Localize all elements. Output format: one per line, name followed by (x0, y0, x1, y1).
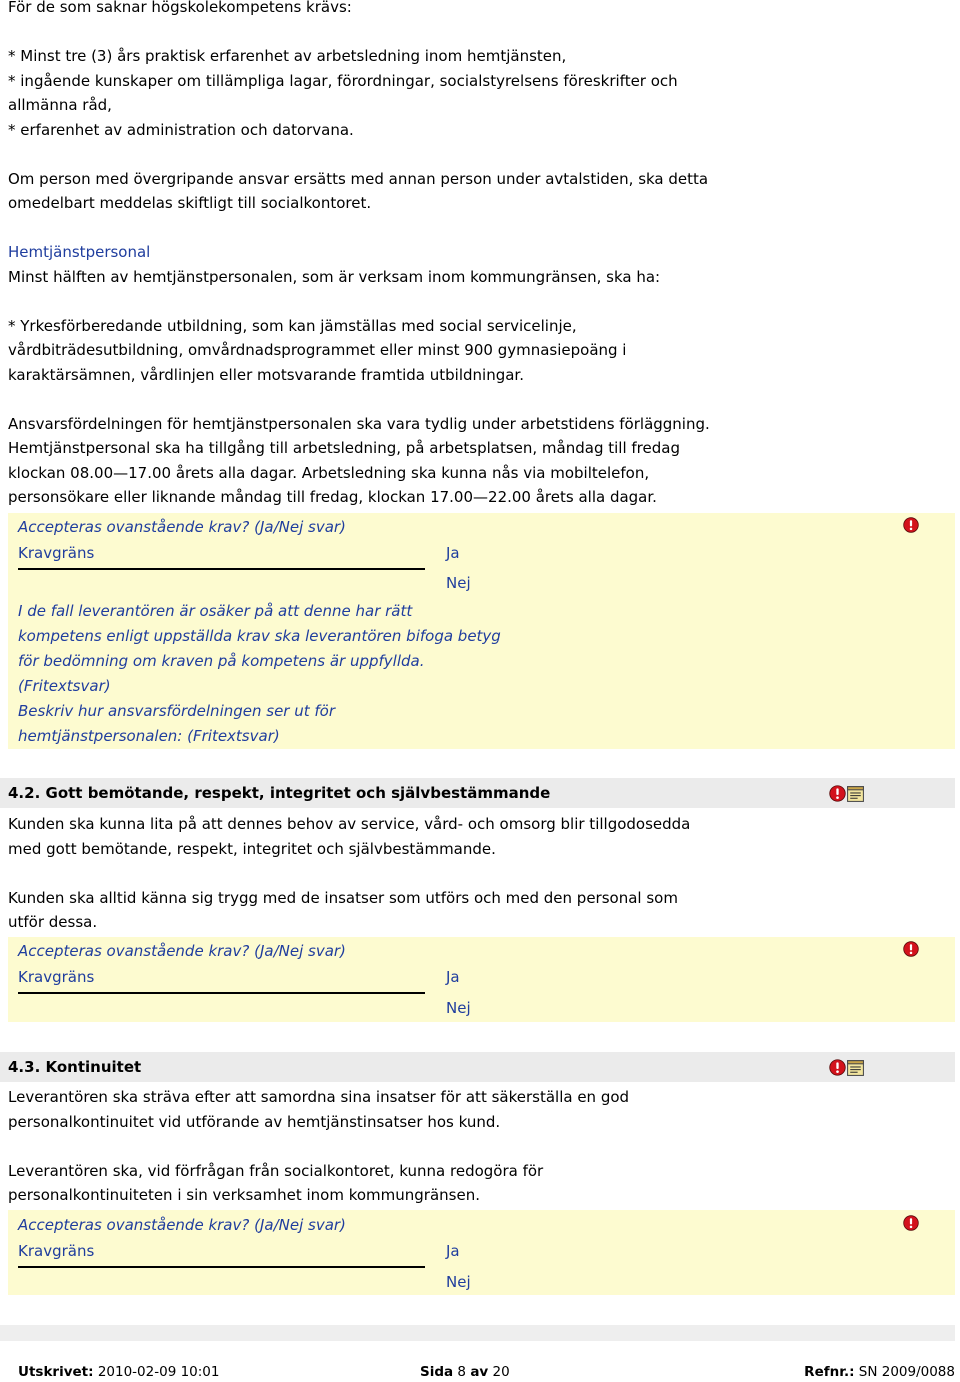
answer-question: Accepteras ovanstående krav? (Ja/Nej svar) (18, 518, 346, 536)
notes-icon (846, 1058, 865, 1077)
notes-icon (846, 784, 865, 803)
page-total: 20 (492, 1364, 510, 1380)
section-paragraph (8, 1085, 629, 1134)
responsibility-paragraph (8, 412, 710, 510)
requirements-list (8, 44, 710, 142)
threshold-label: Kravgräns (18, 1242, 95, 1260)
note-line: Beskriv hur ansvarsfördelningen ser ut för (18, 702, 336, 720)
section-title-text: Gott bemötande, respekt, integritet och självbestämmande (45, 784, 551, 802)
section-paragraph (8, 812, 690, 861)
education-requirement (8, 314, 710, 388)
paragraph-line: personalkontinuitet vid utförande av hemtjänstinsatser hos kund. (8, 1112, 501, 1131)
footer-printed (18, 1363, 219, 1381)
requirement-line: * Minst tre (3) års praktisk erfarenhet av arbetsledning inom hemtjänsten, (8, 47, 567, 65)
section-header (0, 778, 955, 808)
required-exclamation-icon (903, 941, 919, 957)
staff-heading: Hemtjänstpersonal (8, 243, 151, 261)
note-line: I de fall leverantören är osäker på att denne har rätt (18, 602, 413, 620)
note-line: kompetens enligt uppställda krav ska leverantören bifoga betyg (18, 627, 501, 645)
threshold-rule (18, 568, 425, 570)
paragraph-line: Ansvarsfördelningen för hemtjänstpersonalen ska vara tydlig under arbetstidens förläggning. (8, 414, 710, 433)
staff-intro (8, 240, 710, 289)
threshold-rule (18, 1266, 425, 1268)
required-exclamation-icon (829, 785, 846, 802)
paragraph-line: karaktärsämnen, vårdlinjen eller motsvarande framtida utbildningar. (8, 365, 524, 384)
requirement-line: allmänna råd, (8, 96, 112, 114)
section-header-icons (829, 1058, 865, 1077)
required-exclamation-icon (903, 1215, 919, 1231)
answer-option-no: Nej (446, 1273, 471, 1291)
printed-label: Utskrivet: (18, 1364, 94, 1380)
threshold-rule (18, 992, 425, 994)
answer-option-yes: Ja (446, 544, 460, 562)
answer-box (8, 937, 955, 1022)
note-line: hemtjänstpersonalen: (Fritextsvar) (18, 727, 280, 745)
answer-box (8, 1210, 955, 1295)
answer-box (8, 513, 955, 749)
replacement-note (8, 167, 710, 216)
section-title (8, 1052, 141, 1082)
paragraph-line: omedelbart meddelas skiftligt till socialkontoret. (8, 194, 372, 212)
section-header (0, 1052, 955, 1082)
answer-option-yes: Ja (446, 1242, 460, 1260)
threshold-label: Kravgräns (18, 968, 95, 986)
intro-heading-block (8, 0, 710, 20)
footer-band (0, 1325, 955, 1341)
section-paragraph (8, 886, 690, 935)
footer-reference (804, 1363, 955, 1381)
paragraph-line: Kunden ska kunna lita på att dennes behov av service, vård- och omsorg blir tillgodosedda (8, 815, 691, 833)
answer-option-no: Nej (446, 999, 471, 1017)
answer-option-yes: Ja (446, 968, 460, 986)
answer-question: Accepteras ovanstående krav? (Ja/Nej svar) (18, 1216, 346, 1234)
paragraph-line: personalkontinuiteten i sin verksamhet inom kommungränsen. (8, 1186, 480, 1204)
section-number: 4.2. (8, 784, 41, 802)
paragraph-line: Hemtjänstpersonal ska ha tillgång till arbetsledning, på arbetsplatsen, måndag till fredag (8, 439, 680, 457)
section-body (8, 812, 690, 935)
staff-lead: Minst hälften av hemtjänstpersonalen, som är verksam inom kommungränsen, ska ha: (8, 267, 661, 286)
page-label: Sida (420, 1364, 454, 1380)
paragraph-line: Om person med övergripande ansvar ersätts med annan person under avtalstiden, ska detta (8, 169, 709, 188)
page-number: 8 (457, 1364, 467, 1380)
threshold-label: Kravgräns (18, 544, 95, 562)
ref-label: Refnr.: (804, 1364, 855, 1380)
paragraph-line: Leverantören ska, vid förfrågan från socialkontoret, kunna redogöra för (8, 1161, 544, 1180)
note-line: (Fritextsvar) (18, 677, 111, 695)
answer-option-no: Nej (446, 574, 471, 592)
section-header-icons (829, 784, 865, 803)
page-of-label: av (470, 1364, 489, 1380)
section-number: 4.3. (8, 1058, 41, 1076)
section-paragraph (8, 1159, 629, 1208)
paragraph-line: Kunden ska alltid känna sig trygg med de insatser som utförs och med den personal som (8, 888, 678, 907)
requirement-line: * erfarenhet av administration och datorvana. (8, 120, 354, 139)
required-exclamation-icon (903, 517, 919, 533)
ref-value: SN 2009/0088 (858, 1364, 955, 1380)
paragraph-line: personsökare eller liknande måndag till fredag, klockan 17.00—22.00 årets alla dagar. (8, 488, 657, 506)
footer-page (420, 1363, 510, 1381)
intro-heading: För de som saknar högskolekompetens krävs: (8, 0, 352, 16)
paragraph-line: klockan 08.00—17.00 årets alla dagar. Arbetsledning ska kunna nås via mobiltelefon, (8, 463, 650, 482)
section-title-text: Kontinuitet (45, 1058, 142, 1076)
section-title (8, 778, 550, 808)
paragraph-line: vårdbiträdesutbildning, omvårdnadsprogrammet eller minst 900 gymnasiepoäng i (8, 341, 627, 359)
paragraph-line: utför dessa. (8, 913, 98, 931)
section-body (8, 1085, 629, 1208)
page-top-text (8, 0, 710, 510)
answer-question: Accepteras ovanstående krav? (Ja/Nej svar) (18, 942, 346, 960)
paragraph-line: Leverantören ska sträva efter att samordna sina insatser för att säkerställa en god (8, 1088, 630, 1106)
required-exclamation-icon (829, 1059, 846, 1076)
note-line: för bedömning om kraven på kompetens är uppfyllda. (18, 652, 425, 670)
answer-notes (18, 599, 501, 749)
printed-value: 2010-02-09 10:01 (97, 1364, 220, 1380)
requirement-line: * ingående kunskaper om tillämpliga lagar, förordningar, socialstyrelsens föreskrifter och (8, 71, 678, 90)
paragraph-line: med gott bemötande, respekt, integritet och självbestämmande. (8, 839, 496, 858)
paragraph-line: * Yrkesförberedande utbildning, som kan jämställas med social servicelinje, (8, 316, 577, 335)
